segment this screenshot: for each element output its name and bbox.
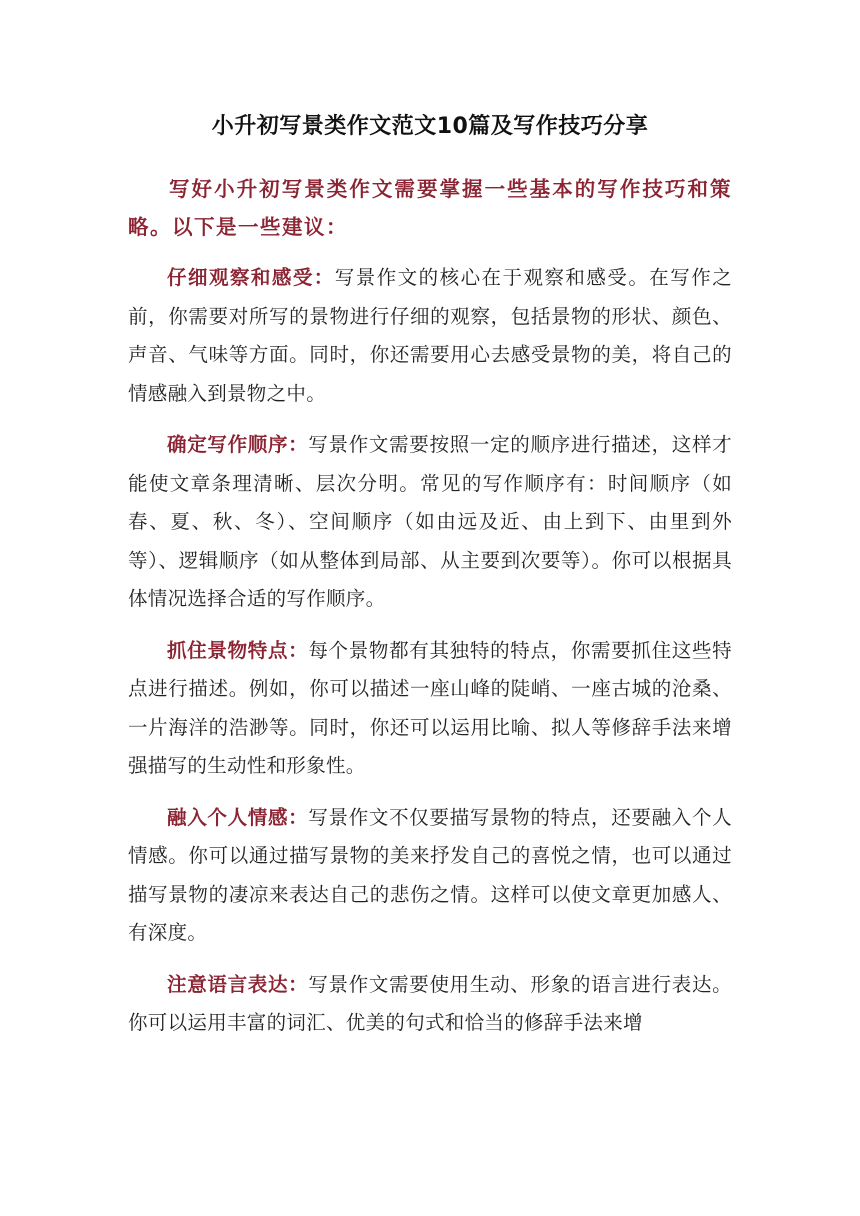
section-heading: 抓住景物特点：	[167, 638, 309, 662]
section-text: 每个景物都有其独特的特点，你需要抓住这些特点进行描述。例如，你可以描述一座山峰的陡峭、一座古城的沧桑、一片海洋的浩渺等。同时，你还可以运用比喻、拟人等修辞手法来增强描写的生动性和形象性。	[128, 638, 732, 777]
section-text: 写景作文的核心在于观察和感受。在写作之前，你需要对所写的景物进行仔细的观察，包括景物的形状、颜色、声音、气味等方面。同时，你还需要用心去感受景物的美，将自己的情感融入到景物之中。	[128, 266, 733, 405]
section-heading: 融入个人情感：	[167, 805, 309, 829]
section-heading: 确定写作顺序：	[167, 433, 309, 456]
section-features	[128, 632, 732, 786]
section-text: 写景作文不仅要描写景物的特点，还要融入个人情感。你可以通过描写景物的美来抒发自己的喜悦之情，也可以通过描写景物的凄凉来表达自己的悲伤之情。这样可以使文章更加感人、有深度。	[128, 805, 732, 944]
section-text: 写景作文需要使用生动、形象的语言进行表达。你可以运用丰富的词汇、优美的句式和恰当的修辞手法来增	[128, 972, 732, 1034]
document-title: 小升初写景类作文范文10篇及写作技巧分享	[211, 114, 649, 139]
section-heading: 仔细观察和感受：	[167, 266, 335, 289]
section-text: 写景作文需要按照一定的顺序进行描述，这样才能使文章条理清晰、层次分明。常见的写作顺序有：时间顺序（如春、夏、秋、冬）、空间顺序（如由远及近、由上到下、由里到外等）、逻辑顺序（如从整体到局部、从主要到次要等）。你可以根据具体情况选择合适的写作顺序。	[128, 433, 732, 610]
section-heading: 注意语言表达：	[167, 972, 309, 996]
intro-paragraph: 写好小升初写景类作文需要掌握一些基本的写作技巧和策略。以下是一些建议：	[128, 177, 732, 239]
section-order	[128, 426, 732, 619]
document-page	[128, 110, 732, 1043]
section-emotion	[128, 799, 732, 953]
section-observe	[128, 259, 732, 413]
section-language	[128, 966, 732, 1043]
